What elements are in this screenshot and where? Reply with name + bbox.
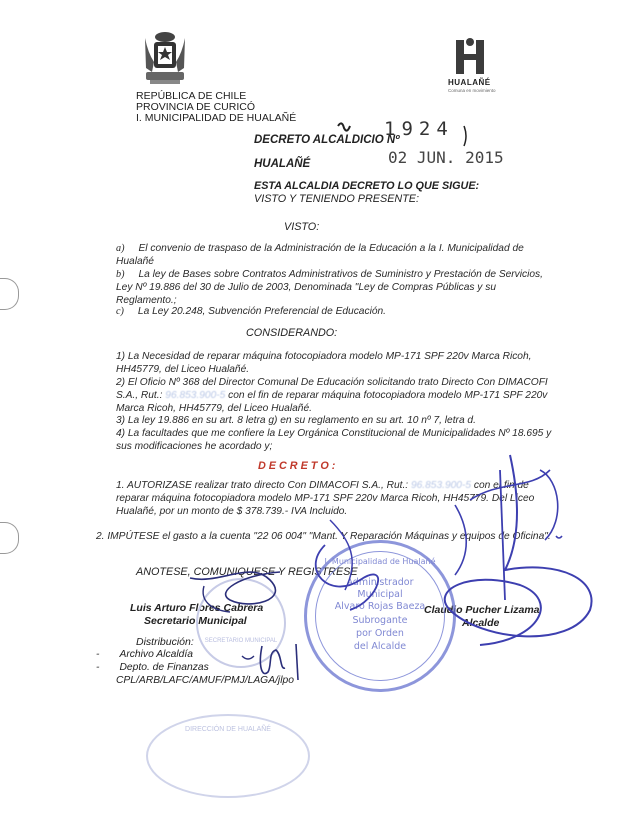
- finance-stamp: DIRECCIÓN DE HUALAÑÉ: [146, 714, 310, 798]
- intro-line1: ESTA ALCALDIA DECRETO LO QUE SIGUE:: [254, 180, 480, 192]
- decreto-item-2: 2. IMPÚTESE el gasto a la cuenta "22 06 004" "Mant. Y Reparación Máquinas y equipos de Oficina".: [96, 531, 551, 542]
- distribution-item-1: - Archivo Alcaldía: [96, 649, 193, 660]
- distribution-heading: Distribución:: [136, 636, 194, 648]
- mayor-title: Alcalde: [462, 617, 500, 629]
- decreto-label: DECRETO ALCALDICIO Nº: [254, 134, 400, 146]
- visto-item-b: b) La ley de Bases sobre Contratos Administrativos de Suministro y Prestación de Servicios, Ley Nº 19.886 del 30 de Julio de 2003, Denominada "Ley de Compras Públicas y su Reglamento.;: [116, 269, 543, 306]
- redacted-rut-2: 96.853.900-5: [410, 480, 472, 491]
- decreto-date: 02 JUN. 2015: [388, 148, 504, 167]
- round-stamp: I. Municipalidad de Hualañé Administrador Municipal Alvaro Rojas Baeza Subrogante por Orden del Alcalde: [304, 540, 456, 692]
- considerando-p3: 3) La ley 19.886 en su art. 8 letra g) en su reglamento en su art. 10 nº 7, letra d.: [116, 415, 476, 426]
- visto-item-c: c) La Ley 20.248, Subvención Preferencial de Educación.: [116, 306, 386, 317]
- decreto-number: 1924: [384, 118, 454, 140]
- logo-name: HUALAÑÉ: [448, 78, 491, 87]
- considerando-p1: 1) La Necesidad de reparar máquina fotocopiadora modelo MP-171 SPF 220v Marca Ricoh, HH45779, del Liceo Hualañé.: [116, 351, 532, 375]
- considerando-p4: 4) La facultades que me confiere la Ley Orgánica Constitucional de Municipalidades Nº 18.695 y sus modificaciones he acordado y;: [116, 428, 552, 452]
- letterhead-municipality: I. MUNICIPALIDAD DE HUALAÑÉ: [136, 112, 297, 124]
- distribution-initials: CPL/ARB/LAFC/AMUF/PMJ/LAGA/jlpo: [116, 675, 294, 686]
- redacted-rut: 96.853.900-5: [165, 390, 226, 401]
- place-label: HUALAÑÉ: [254, 158, 311, 170]
- mayor-name: Claudio Pucher Lizama: [424, 604, 540, 616]
- letterhead-province: PROVINCIA DE CURICÓ: [136, 101, 256, 113]
- anotese-line: ANOTESE, COMUNIQUESE Y REGISTRESE: [136, 566, 358, 578]
- secretary-name: Luis Arturo Flores Cabrera: [130, 602, 264, 614]
- considerando-p2: 2) El Oficio Nº 368 del Director Comunal De Educación solicitando trato Directo Con DIMACOFI S.A., Rut.: 96.853.900-5 con el fin de reparar máquina fotocopiadora modelo MP-171 SPF 220v Marca Ricoh, HH45779, del Liceo Hualañé.: [116, 377, 548, 414]
- secretary-title: Secretario Municipal: [144, 615, 247, 627]
- considerando-heading: CONSIDERANDO:: [246, 327, 338, 339]
- letterhead-republic: REPÚBLICA DE CHILE: [136, 90, 247, 102]
- visto-heading: VISTO:: [284, 221, 320, 233]
- logo-tagline: Comuna en movimiento: [448, 88, 496, 93]
- visto-item-a: a) El convenio de traspaso de la Administración de la Educación a la I. Municipalidad de Hualañé: [116, 243, 524, 267]
- decreto-heading: D E C R E T O :: [258, 460, 336, 472]
- secretary-stamp: SECRETARIO MUNICIPAL: [196, 578, 286, 668]
- intro-line2: VISTO Y TENIENDO PRESENTE:: [254, 193, 419, 205]
- distribution-item-2: - Depto. de Finanzas: [96, 662, 209, 673]
- decreto-item-1: 1. AUTORIZASE realizar trato directo Con DIMACOFI S.A., Rut.: 96.853.900-5 con el fin de reparar máquina fotocopiadora modelo MP-171 SPF 220v Marca Ricoh, HH45779. Del Liceo Hualañé, por un monto de $ 378.739.- IVA Incluido.: [116, 480, 535, 517]
